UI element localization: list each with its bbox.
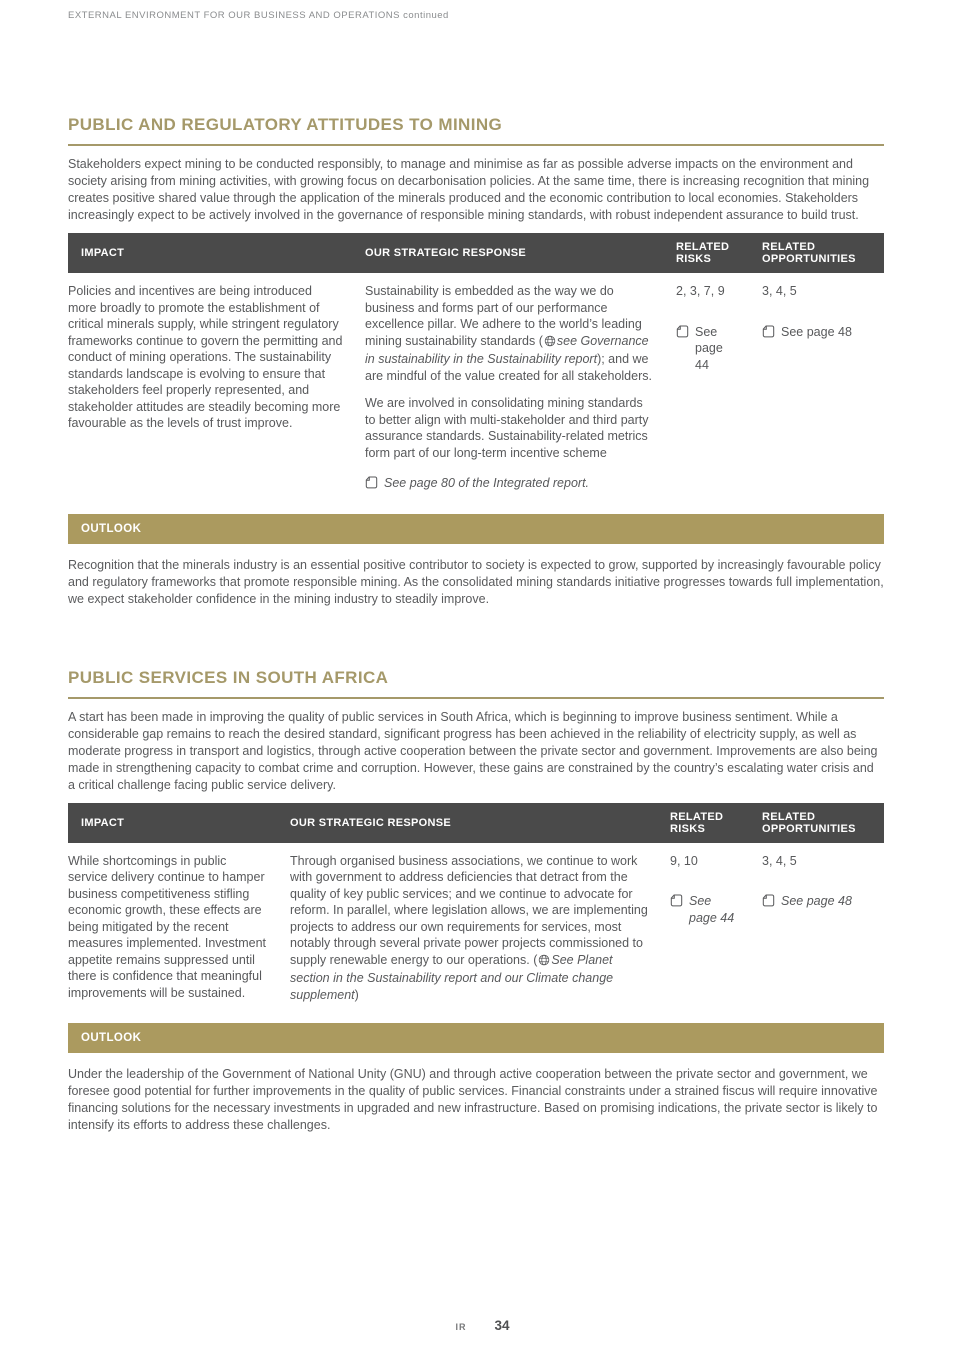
response-paragraph: Through organised business associations, we continue to work with government to address deficiencies that detract from the quality of key public services; and we continue to advocate for reform. In parallel, where legislation allows, we are implementing projects to address our own requirements for services, most notably through several private power projects commissioned to supply renewable energy to our operations. ( See Planet section in the Sustainability report and our Climate change supplement) xyxy=(290,853,648,1002)
opportunities-page-link[interactable]: See page 48 xyxy=(762,324,884,343)
running-header: EXTERNAL ENVIRONMENT FOR OUR BUSINESS AND OPERATIONS continued xyxy=(68,10,449,21)
section-intro: Stakeholders expect mining to be conducted responsibly, to manage and minimise as far as possible adverse impacts on the environment and society arising from mining activities, with growing focus on decarbonisation policies. At the same time, there is increasing recognition that mining creates positive shared value through the application of the minerals produced and the economic contribution to local economies. Stakeholders increasingly expect to be actively involved in the governance of responsible mining standards, with robust independent assurance to build trust. xyxy=(68,157,870,222)
section-public-regulatory-attitudes xyxy=(68,115,884,608)
related-opportunities-values: 3, 4, 5 xyxy=(762,284,797,298)
page-icon xyxy=(762,894,775,912)
column-header-risks: RELATED RISKS xyxy=(676,241,730,265)
page-icon xyxy=(676,325,689,343)
page-icon xyxy=(762,325,775,343)
table-row xyxy=(68,843,884,1016)
section-intro: A start has been made in improving the quality of public services in South Africa, which is beginning to improve business sentiment. While a considerable gap remains to reach the desired standard, significant progress has been achieved in the reliability of electricity supply, as well as moderate progress in transport and logistics, through active cooperation between the private sector and government. Improvements are also being made in strengthening capacity to combat crime and corruption. However, these gains are constrained by the country’s escalating water crisis and a critical challenge facing public service delivery. xyxy=(68,709,878,792)
related-risks-values: 9, 10 xyxy=(670,853,698,868)
table-header-row xyxy=(68,233,884,273)
column-header-impact: IMPACT xyxy=(81,247,125,259)
table-header-row xyxy=(68,803,884,843)
globe-icon xyxy=(544,335,556,352)
page-reference[interactable]: See page 80 of the Integrated report. xyxy=(365,475,654,494)
section-public-services-south-africa xyxy=(68,668,884,1135)
column-header-response: OUR STRATEGIC RESPONSE xyxy=(365,247,527,259)
page-icon xyxy=(670,894,683,912)
page-icon xyxy=(365,476,378,494)
outlook-text: Under the leadership of the Government of National Unity (GNU) and through active cooperation between the private sector and government, we foresee good potential for further improvements in the quality of public services. Financial constraints under a strained fiscus will require innovative financing solutions for the necessary investments in upgraded and new infrastructure. Based on promising indications, the private sector is likely to intensify its efforts to address these challenges. xyxy=(68,1067,878,1132)
table-row xyxy=(68,273,884,506)
opportunities-cell xyxy=(762,283,884,506)
risks-page-link[interactable]: See page 44 xyxy=(670,893,740,926)
response-paragraph: Sustainability is embedded as the way we do business and forms part of our performance excellence pillar. We adhere to the world’s leading mining sustainability standards ( see Governance in sustainability in the Sustainability report); and we are mindful of the value created for all stakeholders. xyxy=(365,284,652,383)
column-header-opportunities: RELATED OPPORTUNITIES xyxy=(762,810,856,835)
gold-divider xyxy=(68,144,884,146)
page-footer xyxy=(0,1318,965,1333)
column-header-opportunities: RELATED OPPORTUNITIES xyxy=(762,241,856,265)
response-cell xyxy=(365,283,676,506)
column-header-risks: RELATED RISKS xyxy=(670,810,724,835)
column-header-response: OUR STRATEGIC RESPONSE xyxy=(290,816,452,829)
page-number: 34 xyxy=(494,1318,510,1333)
impact-cell: Policies and incentives are being introduced more broadly to promote the establishment of critical minerals supply, while stringent regulatory frameworks continue to govern the permitting and conduct of mining operations. The sustainability standards landscape is evolving to ensure that stakeholders feel properly represented, and stakeholder attitudes are steadily becoming more favourable as the levels of trust improve. xyxy=(68,284,343,430)
impact-cell: While shortcomings in public service delivery continue to hamper business competitiveness stifling economic growth, these effects are being mitigated by the recent measures implemented. Investment appetite remains suppressed until there is confidence that meaningful improvements will be sustained. xyxy=(68,853,267,1000)
section-title: PUBLIC AND REGULATORY ATTITUDES TO MINING xyxy=(68,115,503,134)
outlook-text: Recognition that the minerals industry is an essential positive contributor to society is expected to grow, supported by increasingly favourable policy and regulatory frameworks that promote responsible mining. As the consolidated mining standards initiative progresses towards full implementation, we expect stakeholder confidence in the mining industry to steadily improve. xyxy=(68,557,884,606)
section-title: PUBLIC SERVICES IN SOUTH AFRICA xyxy=(68,667,389,687)
gold-divider xyxy=(68,697,884,699)
related-opportunities-values: 3, 4, 5 xyxy=(762,853,797,868)
outlook-bar: OUTLOOK xyxy=(68,514,884,544)
opportunities-cell xyxy=(762,853,884,1016)
report-code: IR xyxy=(455,1322,467,1332)
outlook-bar: OUTLOOK xyxy=(68,1023,884,1053)
response-paragraph: We are involved in consolidating mining standards to better align with multi-stakeholder and third party assurance standards. Sustainability-related metrics form part of our long-term incentive scheme xyxy=(365,396,649,460)
impact-table xyxy=(68,233,884,506)
page-content xyxy=(0,115,965,1134)
impact-table xyxy=(68,803,884,1016)
related-risks-values: 2, 3, 7, 9 xyxy=(676,284,725,298)
risks-cell xyxy=(670,853,762,1016)
column-header-impact: IMPACT xyxy=(81,816,125,829)
risks-cell xyxy=(676,283,762,506)
opportunities-page-link[interactable]: See page 48 xyxy=(762,893,884,912)
globe-icon xyxy=(538,954,550,971)
risks-page-link[interactable]: See page 44 xyxy=(676,324,740,374)
response-cell xyxy=(290,853,670,1016)
